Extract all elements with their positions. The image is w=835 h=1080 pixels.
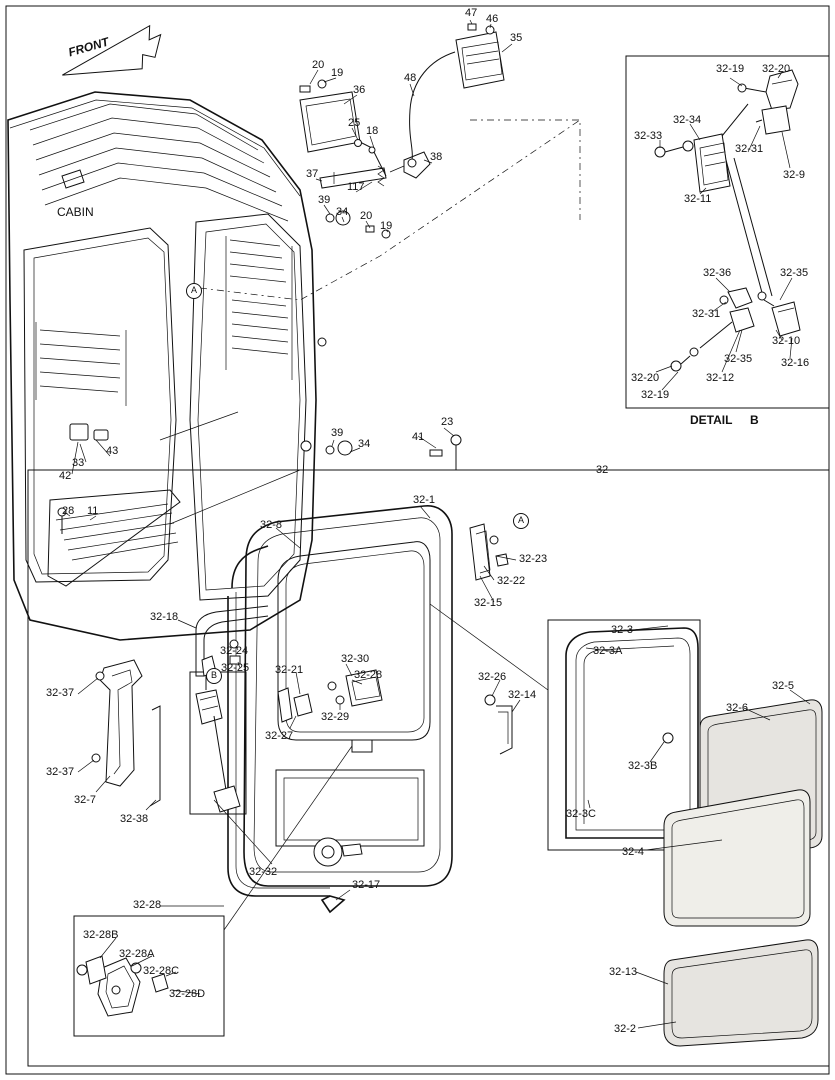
glass-32-2 bbox=[664, 940, 818, 1046]
part-number-32-15: 32-15 bbox=[474, 597, 503, 609]
part-number-32-28B: 32-28B bbox=[83, 929, 119, 941]
part-number-32-20-bottom: 32-20 bbox=[631, 372, 660, 384]
part-number-32-29: 32-29 bbox=[321, 711, 350, 723]
part-number-32-26: 32-26 bbox=[478, 671, 507, 683]
part-number-32-4: 32-4 bbox=[622, 846, 645, 858]
label-cabin: CABIN bbox=[57, 205, 94, 219]
part-number-46: 46 bbox=[486, 13, 499, 25]
part-number-32-28D: 32-28D bbox=[169, 988, 206, 1000]
part-number-32-37-upper: 32-37 bbox=[46, 687, 75, 699]
cabin-body-outline bbox=[8, 92, 326, 640]
part-number-32-group: 32 bbox=[596, 464, 609, 476]
part-number-28: 28 bbox=[62, 505, 75, 517]
part-number-32-28-detail: 32-28 bbox=[133, 899, 162, 911]
part-number-32-19-top: 32-19 bbox=[716, 63, 745, 75]
part-number-48: 48 bbox=[404, 72, 417, 84]
part-number-39-top: 39 bbox=[318, 194, 331, 206]
part-number-23: 23 bbox=[441, 416, 454, 428]
part-number-32-25: 32-25 bbox=[221, 662, 250, 674]
part-number-36: 36 bbox=[353, 84, 366, 96]
part-number-19-bottom: 19 bbox=[380, 220, 393, 232]
part-number-41: 41 bbox=[412, 431, 425, 443]
part-number-32-6: 32-6 bbox=[726, 702, 749, 714]
part-number-32-3A: 32-3A bbox=[593, 645, 623, 657]
part-number-32-27: 32-27 bbox=[265, 730, 294, 742]
part-number-32-28A: 32-28A bbox=[119, 948, 155, 960]
part-number-32-30: 32-30 bbox=[341, 653, 370, 665]
part-number-117: 117 bbox=[347, 181, 365, 193]
part-number-32-31-bottom: 32-31 bbox=[692, 308, 721, 320]
part-number-32-20-top: 32-20 bbox=[762, 63, 791, 75]
part-number-32-7: 32-7 bbox=[74, 794, 97, 806]
callout-a-door: A bbox=[513, 513, 529, 529]
label-front-arrow: FRONT bbox=[66, 34, 111, 60]
label-detail-b-letter: B bbox=[750, 413, 759, 427]
part-number-32-32: 32-32 bbox=[249, 866, 278, 878]
door-panel-32-1 bbox=[244, 506, 452, 886]
bracket-32-7 bbox=[92, 660, 142, 786]
part-number-33: 33 bbox=[72, 457, 85, 469]
part-number-32-9: 32-9 bbox=[783, 169, 806, 181]
part-number-32-8: 32-8 bbox=[260, 519, 283, 531]
part-number-38: 38 bbox=[430, 151, 443, 163]
part-number-32-11: 32-11 bbox=[684, 193, 712, 205]
part-number-32-19-bottom: 32-19 bbox=[641, 389, 670, 401]
part-number-39-door: 39 bbox=[331, 427, 344, 439]
callout-b-inner: B bbox=[206, 668, 222, 684]
part-number-32-35-bottom: 32-35 bbox=[724, 353, 753, 365]
part-number-32-38: 32-38 bbox=[120, 813, 149, 825]
part-number-32-36: 32-36 bbox=[703, 267, 732, 279]
part-number-32-10: 32-10 bbox=[772, 335, 801, 347]
top-center-parts bbox=[300, 24, 504, 238]
part-number-32-13: 32-13 bbox=[609, 966, 638, 978]
part-number-20-top: 20 bbox=[312, 59, 325, 71]
part-number-32-3B: 32-3B bbox=[628, 760, 658, 772]
part-number-37: 37 bbox=[306, 168, 319, 180]
part-number-32-12: 32-12 bbox=[706, 372, 735, 384]
part-number-32-28C: 32-28C bbox=[143, 965, 180, 977]
part-number-35: 35 bbox=[510, 32, 523, 44]
part-number-19-top: 19 bbox=[331, 67, 344, 79]
glass-32-4 bbox=[664, 790, 810, 926]
part-number-18: 18 bbox=[366, 125, 379, 137]
part-number-32-33: 32-33 bbox=[634, 130, 663, 142]
part-number-47: 47 bbox=[465, 7, 478, 19]
part-number-20-bottom: 20 bbox=[360, 210, 373, 222]
part-number-43: 43 bbox=[106, 445, 119, 457]
hinge-32-15 bbox=[470, 524, 508, 580]
part-number-11: 11 bbox=[87, 505, 99, 517]
part-number-32-34: 32-34 bbox=[673, 114, 702, 126]
label-detail-b: DETAIL bbox=[690, 413, 733, 427]
part-number-32-23: 32-23 bbox=[519, 553, 548, 565]
part-number-32-21: 32-21 bbox=[275, 664, 304, 676]
part-number-32-3: 32-3 bbox=[611, 624, 634, 636]
part-number-32-1: 32-1 bbox=[413, 494, 436, 506]
part-number-32-35-top: 32-35 bbox=[780, 267, 809, 279]
part-number-34-door: 34 bbox=[358, 438, 371, 450]
part-number-32-5: 32-5 bbox=[772, 680, 795, 692]
part-number-34-top: 34 bbox=[336, 206, 349, 218]
part-number-32-16: 32-16 bbox=[781, 357, 810, 369]
part-number-32-18: 32-18 bbox=[150, 611, 179, 623]
part-number-32-31-top: 32-31 bbox=[735, 143, 764, 155]
part-number-32-3C: 32-3C bbox=[566, 808, 596, 820]
part-number-32-28-door: 32-28 bbox=[354, 669, 383, 681]
part-number-32-24: 32-24 bbox=[220, 645, 249, 657]
part-number-42: 42 bbox=[59, 470, 72, 482]
part-number-32-37-lower: 32-37 bbox=[46, 766, 75, 778]
part-number-32-17: 32-17 bbox=[352, 879, 381, 891]
callout-a-cabin: A bbox=[186, 283, 202, 299]
part-number-25: 25 bbox=[348, 117, 361, 129]
part-number-32-2: 32-2 bbox=[614, 1023, 637, 1035]
part-number-32-22: 32-22 bbox=[497, 575, 526, 587]
part-number-32-14: 32-14 bbox=[508, 689, 537, 701]
